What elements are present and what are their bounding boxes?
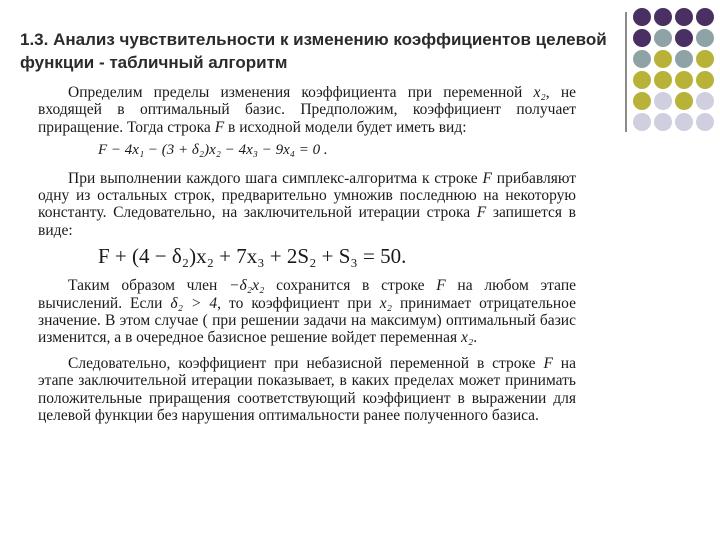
decorative-dot xyxy=(633,8,651,26)
decorative-dot xyxy=(633,29,651,47)
variable-x2: x₂ xyxy=(533,84,546,101)
variable-F: F xyxy=(543,354,553,372)
variable-F: F xyxy=(476,204,487,222)
text-span: на любом этапе вычислений. Если xyxy=(38,277,576,312)
text-span: Таким образом член xyxy=(68,277,230,295)
text-span: на этапе заключительной итерации показывает, в каких пределах может принимать положительные приращения соответствующий коэффициент в выражении для целевой функции без нарушения оптимальности ранее полученного базиса. xyxy=(38,354,576,425)
decorative-dot xyxy=(654,92,672,110)
text-span: запишется в виде: xyxy=(38,204,576,239)
decorative-dot xyxy=(696,29,714,47)
text-span: . xyxy=(473,329,478,347)
decorative-dot xyxy=(654,71,672,89)
decorative-dot xyxy=(696,8,714,26)
slide-title: 1.3. Анализ чувствительности к изменению коэффициентов целевой функции - табличный алгоритм xyxy=(20,30,607,72)
variable-F: F xyxy=(436,277,446,295)
paragraph-3 xyxy=(38,277,576,347)
document-body xyxy=(38,84,576,425)
text-span: сохранится в строке xyxy=(264,277,437,295)
decorative-dot xyxy=(675,29,693,47)
decorative-dot xyxy=(654,8,672,26)
decorative-dot xyxy=(654,50,672,68)
decorative-dot xyxy=(696,92,714,110)
text-span: прибавляют одну из остальных строк, предварительно умножив последнюю на некоторую константу. Следовательно, на заключительной итерации строка xyxy=(38,169,577,222)
text-span: При выполнении каждого шага симплекс-алгоритма к строке xyxy=(68,169,483,187)
decorative-dot xyxy=(675,8,693,26)
paragraph-1 xyxy=(38,84,576,136)
text-span: , не входящей в оптимальный базис. Предположим, коэффициент получает приращение. Тогда строка xyxy=(38,84,576,136)
text-span: принимает отрицательное значение. В этом случае ( при решении задачи на максимум) оптимальный базис изменится, а в очередное базисное решение войдет переменная xyxy=(38,294,576,347)
text-span: , то коэффициент при xyxy=(217,294,380,312)
decorative-dot xyxy=(696,71,714,89)
decorative-dot xyxy=(654,29,672,47)
condition-delta: δ₂ > 4 xyxy=(170,294,218,312)
text-span: Следовательно, коэффициент при небазисной переменной в строке xyxy=(68,354,544,372)
decorative-dot xyxy=(675,50,693,68)
decorative-dot xyxy=(675,92,693,110)
formula-final-row: F + (4 − δ₂)x₂ + 7x₃ + 2S₂ + S₃ = 50. xyxy=(98,244,407,269)
decorative-dot xyxy=(696,50,714,68)
term-delta-x2: −δ₂x₂ xyxy=(229,277,265,295)
variable-F: F xyxy=(482,169,492,187)
paragraph-4 xyxy=(38,355,576,425)
decorative-dot xyxy=(696,113,714,131)
variable-x2: x₂ xyxy=(379,294,392,312)
variable-F: F xyxy=(214,118,225,136)
variable-x2: x₂ xyxy=(460,329,474,347)
decorative-dot xyxy=(633,92,651,110)
formula-initial-row: F − 4x₁ − (3 + δ₂)x₂ − 4x₃ − 9x₄ = 0 . xyxy=(98,142,328,159)
decorative-dot xyxy=(633,113,651,131)
decorative-dot xyxy=(654,113,672,131)
decorative-dot xyxy=(675,71,693,89)
decorative-dot xyxy=(675,113,693,131)
decorative-divider xyxy=(625,12,627,132)
decorative-dot xyxy=(633,50,651,68)
paragraph-2 xyxy=(38,170,576,240)
text-span: в исходной модели будет иметь вид: xyxy=(224,118,467,136)
decorative-dot xyxy=(633,71,651,89)
text-span: Определим пределы изменения коэффициента при переменной xyxy=(68,84,534,101)
